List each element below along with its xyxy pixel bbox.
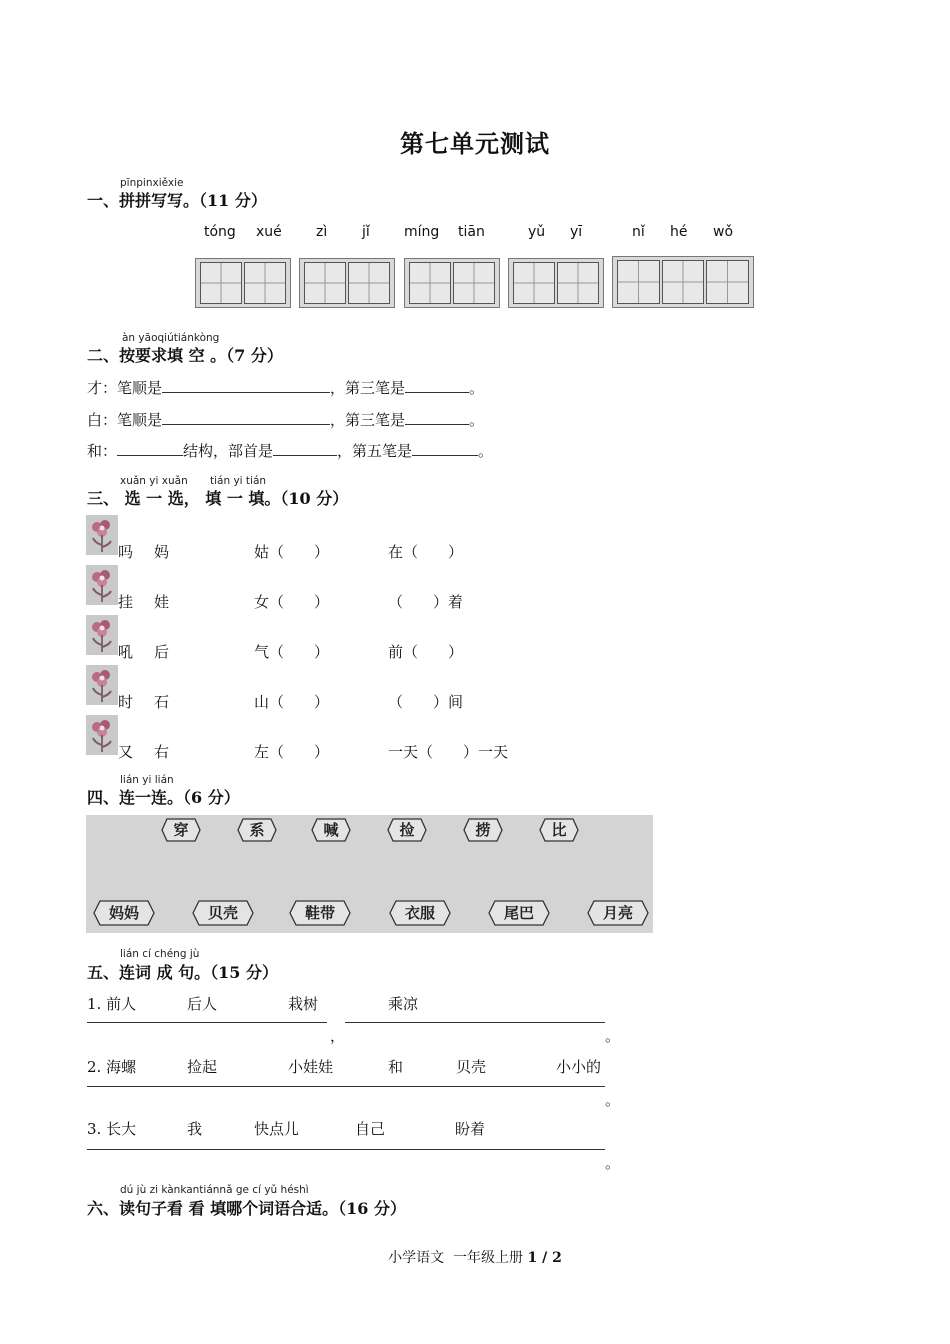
answer-line[interactable]: [87, 1022, 327, 1023]
word-chip: 贝壳: [456, 1058, 487, 1076]
page-footer: 小学语文 一年级上册 1 / 2: [388, 1250, 562, 1266]
char-option: 又: [118, 743, 134, 761]
noun-tag[interactable]: 衣服: [389, 900, 451, 926]
syllable: zì: [316, 224, 328, 240]
section5-pinyin: lián cí chéng jù: [120, 948, 200, 960]
word-chip: 快点儿: [254, 1120, 300, 1138]
period: 。: [605, 1091, 621, 1109]
verb-tag[interactable]: 比: [539, 818, 579, 842]
fill-word[interactable]: （ ）着: [388, 593, 464, 611]
fill-line-cai: 才：笔顺是 ，第三笔是 。: [87, 379, 485, 397]
noun-tag[interactable]: 妈妈: [93, 900, 155, 926]
section6-heading: 六、读句子看 看 填哪个词语合适。（16 分）: [87, 1199, 406, 1218]
section1-pinyin: pīnpinxiěxie: [120, 177, 184, 189]
answer-blank[interactable]: [117, 441, 183, 456]
syllable: tiān: [458, 224, 485, 240]
char-option: 娃: [154, 593, 170, 611]
word-chip: 后人: [187, 995, 218, 1013]
fill-word[interactable]: 女（ ）: [254, 593, 330, 611]
word-chip: 我: [187, 1120, 203, 1138]
fill-word[interactable]: 山（ ）: [254, 693, 330, 711]
period: 。: [605, 1027, 621, 1045]
section6-pinyin: dú jù zi kànkantiánnǎ ge cí yǔ héshì: [120, 1184, 309, 1196]
fill-word[interactable]: 左（ ）: [254, 743, 330, 761]
word-chip: 乘凉: [388, 995, 419, 1013]
noun-tag[interactable]: 鞋带: [289, 900, 351, 926]
comma: ，: [330, 1027, 346, 1045]
word-chip: 栽树: [288, 995, 319, 1013]
flower-icon: [86, 565, 118, 605]
answer-blank[interactable]: [412, 441, 478, 456]
char-option: 右: [154, 743, 170, 761]
verb-tag[interactable]: 捡: [387, 818, 427, 842]
page-number: 1 / 2: [527, 1250, 562, 1266]
fill-word[interactable]: 一天（ ）一天: [388, 743, 509, 761]
answer-blank[interactable]: [273, 441, 337, 456]
char-option: 石: [154, 693, 170, 711]
syllable: yǔ: [528, 224, 546, 240]
syllable: nǐ: [632, 224, 645, 240]
verb-tag[interactable]: 喊: [311, 818, 351, 842]
section4-pinyin: lián yi lián: [120, 774, 174, 786]
fill-word[interactable]: 在（ ）: [388, 543, 464, 561]
page-title: 第七单元测试: [400, 129, 550, 158]
noun-tag[interactable]: 贝壳: [192, 900, 254, 926]
fill-line-he: 和： 结构，部首是 ，第五笔是 。: [87, 442, 494, 460]
word-chip: 小小的: [556, 1058, 602, 1076]
noun-tag[interactable]: 尾巴: [488, 900, 550, 926]
syllable: hé: [670, 224, 688, 240]
word-chip: 捡起: [187, 1058, 218, 1076]
answer-blank[interactable]: [405, 410, 469, 425]
answer-line[interactable]: [87, 1149, 605, 1150]
verb-tag[interactable]: 穿: [161, 818, 201, 842]
verb-tag[interactable]: 捞: [463, 818, 503, 842]
char-option: 吗: [118, 543, 134, 561]
answer-blank[interactable]: [405, 378, 469, 393]
answer-blank[interactable]: [162, 410, 330, 425]
fill-word[interactable]: 姑（ ）: [254, 543, 330, 561]
word-chip: 盼着: [455, 1120, 486, 1138]
verb-tag[interactable]: 系: [237, 818, 277, 842]
answer-blank[interactable]: [162, 378, 330, 393]
syllable: míng: [404, 224, 440, 240]
writing-grid[interactable]: [299, 258, 395, 308]
writing-grid[interactable]: [195, 258, 291, 308]
section1-heading: 一、拼拼写写。（11 分）: [87, 191, 267, 210]
flower-icon: [86, 515, 118, 555]
word-chip: 2. 海螺: [87, 1058, 137, 1076]
writing-grid[interactable]: [508, 258, 604, 308]
syllable: wǒ: [713, 224, 734, 240]
fill-line-bai: 白：笔顺是 ，第三笔是 。: [87, 411, 485, 429]
section3-heading: 三、 选 一 选， 填 一 填。（10 分）: [87, 489, 349, 508]
syllable: xué: [256, 224, 282, 240]
section3-pinyin-1: xuǎn yi xuǎn: [120, 475, 188, 487]
section2-pinyin: àn yāoqiútiánkòng: [122, 332, 220, 344]
word-chip: 1. 前人: [87, 995, 137, 1013]
word-chip: 自己: [355, 1120, 386, 1138]
syllable: yī: [570, 224, 583, 240]
word-chip: 小娃娃: [288, 1058, 334, 1076]
writing-grid[interactable]: [612, 256, 754, 308]
char-option: 吼: [118, 643, 134, 661]
section3-pinyin-2: tián yi tián: [210, 475, 267, 487]
fill-word[interactable]: 前（ ）: [388, 643, 464, 661]
syllable: jǐ: [362, 224, 370, 240]
flower-icon: [86, 665, 118, 705]
writing-grid[interactable]: [404, 258, 500, 308]
fill-word[interactable]: （ ）间: [388, 693, 464, 711]
char-option: 挂: [118, 593, 134, 611]
period: 。: [605, 1154, 621, 1172]
matching-panel: [86, 815, 653, 933]
section4-heading: 四、连一连。（6 分）: [87, 788, 240, 807]
flower-icon: [86, 615, 118, 655]
fill-word[interactable]: 气（ ）: [254, 643, 330, 661]
answer-line[interactable]: [345, 1022, 605, 1023]
answer-line[interactable]: [87, 1086, 605, 1087]
char-option: 妈: [154, 543, 170, 561]
section5-heading: 五、连词 成 句。（15 分）: [87, 963, 278, 982]
flower-icon: [86, 715, 118, 755]
char-option: 后: [154, 643, 170, 661]
word-chip: 3. 长大: [87, 1120, 137, 1138]
section2-heading: 二、按要求填 空 。（7 分）: [87, 346, 283, 365]
syllable: tóng: [204, 224, 236, 240]
word-chip: 和: [388, 1058, 404, 1076]
noun-tag[interactable]: 月亮: [587, 900, 649, 926]
char-option: 时: [118, 693, 134, 711]
